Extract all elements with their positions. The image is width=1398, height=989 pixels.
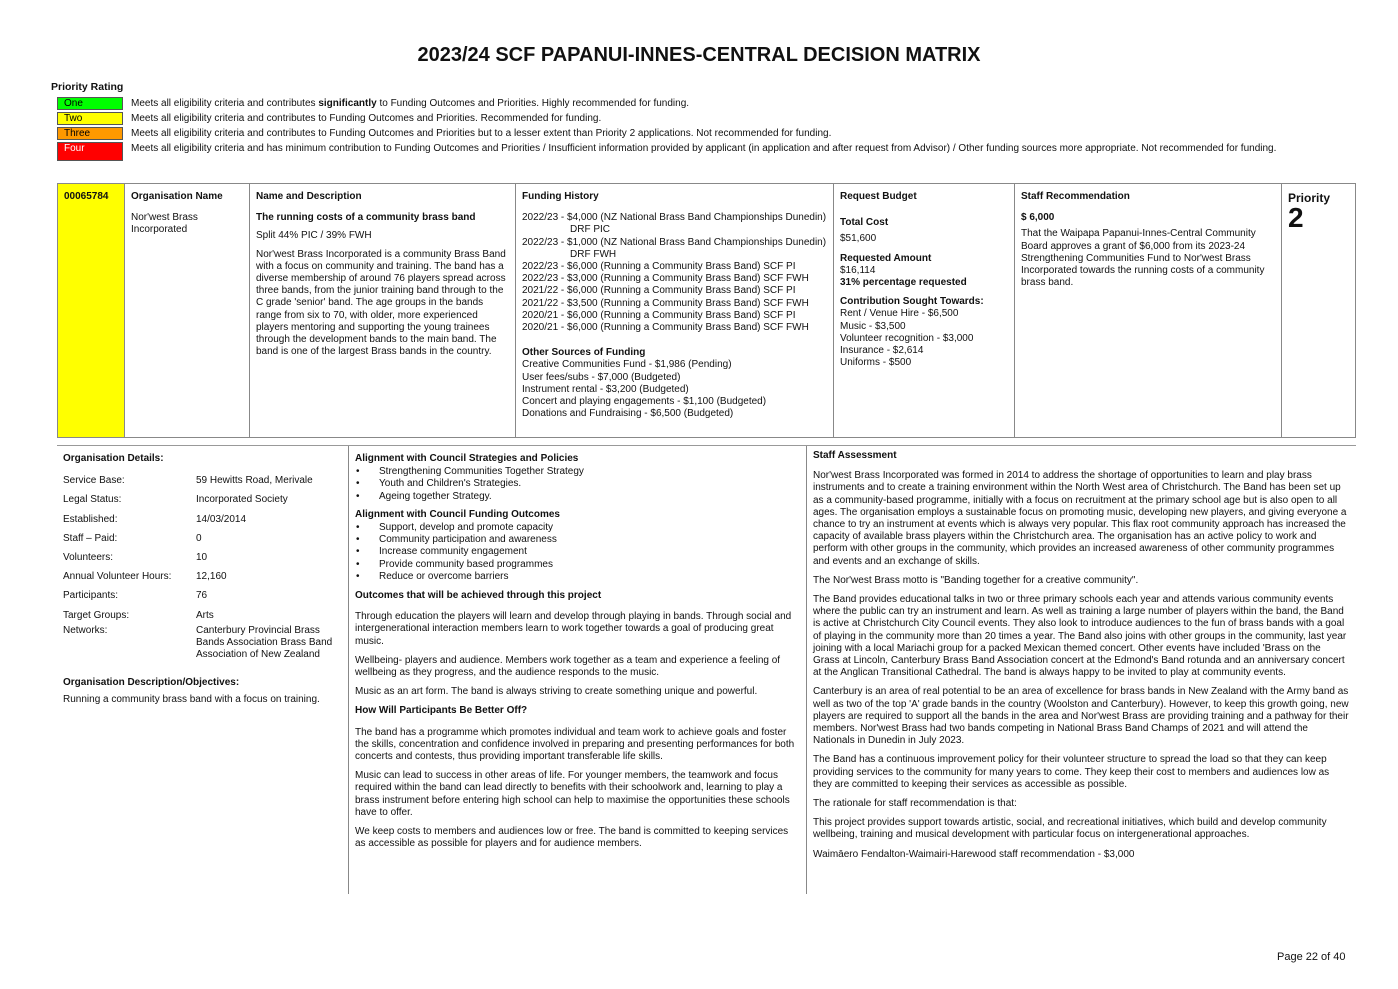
- outcome-achieved-paragraph: Wellbeing- players and audience. Members work together as a team and experience a feeling of wellbeing as they progress, and the audience responds to the music.: [355, 654, 781, 679]
- contribution-list: [840, 308, 1008, 369]
- organisation-name-header: Organisation Name: [131, 191, 223, 202]
- strategy-item: • Ageing together Strategy.: [355, 491, 800, 503]
- organisation-detail-row: [63, 533, 342, 545]
- funding-outcome-item: • Provide community based programmes: [355, 559, 800, 571]
- organisation-detail-label: Target Groups:: [63, 609, 130, 621]
- contribution-item: Uniforms - $500: [840, 357, 912, 369]
- organisation-detail-value: 76: [196, 590, 208, 602]
- project-title: The running costs of a community brass band: [256, 212, 476, 224]
- priority-rating-heading: Priority Rating: [51, 81, 124, 93]
- other-source-item: Instrument rental - $3,200 (Budgeted): [522, 383, 689, 395]
- funding-history-header: Funding History: [522, 191, 599, 202]
- contribution-item: Music - $3,500: [840, 320, 906, 332]
- participants-better-off-paragraph: The band has a programme which promotes individual and team work to achieve goals and foster the skills, concentration and confidence involved in preparing and presenting performances for both concerts and contests, thus providing important transferable life skills.: [355, 726, 795, 763]
- organisation-detail-value: Canterbury Provincial Brass Bands Association Brass Band Association of New Zealand: [196, 624, 333, 661]
- staff-recommendation-text: That the Waipapa Papanui-Innes-Central Community Board approves a grant of $6,000 from its 2023-24 Strengthening Communities Fund to Nor'west Brass Incorporated towards the running costs of a community brass band.: [1021, 228, 1265, 289]
- outcome-achieved-paragraph: Music as an art form. The band is always striving to create something unique and powerful.: [355, 686, 758, 698]
- staff-assessment-section: [806, 446, 1356, 894]
- funding-history-item: 2021/22 - $3,500 (Running a Community Brass Band) SCF FWH: [522, 297, 809, 309]
- organisation-detail-label: Service Base:: [63, 475, 125, 487]
- project-description: Nor'west Brass Incorporated is a community Brass Band with a focus on community and training. The band has a diverse membership of around 76 players spread across three bands, from the junior training band through to the C grade 'senior' band. The age groups in the bands range from six to 70, with older, more experienced players mentoring and supporting the young trainees through the development bands to the main band. The band is one of the largest Brass bands in the country.: [256, 248, 506, 358]
- organisation-detail-value: 14/03/2014: [196, 513, 247, 525]
- funding-outcome-item: • Increase community engagement: [355, 546, 800, 558]
- page-number: Page 22 of 40: [1277, 951, 1346, 963]
- organisation-description-heading: Organisation Description/Objectives:: [63, 677, 240, 689]
- participants-better-off-paragraph: We keep costs to members and audiences low or free. The band is committed to keeping services as accessible as possible for players and for audience members.: [355, 826, 789, 850]
- funding-history-item: 2020/21 - $6,000 (Running a Community Brass Band) SCF PI: [522, 309, 796, 321]
- participants-better-off-paragraph: Music can lead to success in other areas of life. For younger members, the teamwork and focus required within the band can lead directly to benefits with their schoolwork and, learning to play a brass instrument before entering high school can help to maximise the opportunities these schools have to offer.: [355, 770, 790, 818]
- staff-recommendation-cell: [1015, 184, 1282, 437]
- priority-rating-legend: [57, 97, 1317, 161]
- funding-history-item: 2022/23 - $1,000 (NZ National Brass Band Championships Dunedin) DRF FWH: [522, 236, 827, 260]
- organisation-detail-value: 59 Hewitts Road, Merivale: [196, 475, 313, 487]
- funding-outcome-item: • Community participation and awareness: [355, 534, 800, 546]
- priority-swatch: Three: [57, 127, 123, 140]
- other-source-item: Donations and Fundraising - $6,500 (Budgeted): [522, 408, 734, 420]
- priority-cell: [1282, 184, 1355, 437]
- funding-outcomes-list: [355, 522, 800, 583]
- staff-assessment-paragraphs: [813, 470, 1350, 861]
- staff-assessment-paragraph: The Band provides educational talks in two or three primary schools each year and attends various community events where the public can try an instrument and learn. As well as training a large number of players within the band, the Band is active at Christchurch City Council events. They also look to introduce audiences to the fun of brass bands with a goal of playing in the community more than 20 times a year. The Band also joins with other groups in the community, last year joining with a local Mariachi group for a packed Mexican themed concert. Other events have included 'Brass on the Grass at Lincoln, Canterbury Brass Band Association concert at the Edmond's Band rotunda and an anniversary concert at the Anglican Transitional Cathedral. The band is always happy to be invited to play at community events.: [813, 594, 1347, 679]
- funding-history-item: 2022/23 - $6,000 (Running a Community Brass Band) SCF PI: [522, 261, 796, 273]
- project-split: Split 44% PIC / 39% FWH: [256, 230, 372, 242]
- funding-history-item: 2021/22 - $6,000 (Running a Community Brass Band) SCF PI: [522, 285, 796, 297]
- organisation-detail-row: [63, 610, 342, 622]
- funding-history-item: 2022/23 - $3,000 (Running a Community Brass Band) SCF FWH: [522, 273, 809, 285]
- application-row: [57, 183, 1356, 438]
- funding-history-item: 2020/21 - $6,000 (Running a Community Brass Band) SCF FWH: [522, 322, 809, 334]
- staff-assessment-paragraph: The Nor'west Brass motto is "Banding together for a creative community".: [813, 574, 1139, 586]
- organisation-detail-value: Incorporated Society: [196, 494, 288, 506]
- staff-assessment-heading: Staff Assessment: [813, 450, 897, 461]
- organisation-details-section: [57, 446, 348, 713]
- strategy-item: • Strengthening Communities Together Strategy: [355, 466, 800, 478]
- organisation-details-heading: Organisation Details:: [63, 453, 164, 464]
- other-source-item: Creative Communities Fund - $1,986 (Pending): [522, 359, 732, 371]
- organisation-detail-label: Staff – Paid:: [63, 532, 118, 544]
- priority-description-emphasis: significantly: [318, 98, 377, 109]
- priority-header: Priority: [1288, 191, 1331, 205]
- name-description-cell: [250, 184, 516, 437]
- priority-rating-row: [57, 97, 1317, 110]
- application-id: 00065784: [64, 191, 109, 202]
- page-title: 2023/24 SCF PAPANUI-INNES-CENTRAL DECISION MATRIX: [417, 44, 981, 66]
- organisation-detail-label: Annual Volunteer Hours:: [63, 571, 172, 583]
- funding-outcomes-heading: Alignment with Council Funding Outcomes: [355, 508, 560, 520]
- participants-better-off-heading: How Will Participants Be Better Off?: [355, 705, 528, 717]
- other-sources-header: Other Sources of Funding: [522, 347, 646, 359]
- organisation-detail-row: [63, 625, 342, 662]
- staff-assessment-paragraph: This project provides support towards artistic, social, and recreational initiatives, which build and develop community wellbeing, training and musical development with particular focus on intergenerational approaches.: [813, 817, 1327, 841]
- priority-rating-row: [57, 112, 1317, 125]
- organisation-detail-row: [63, 571, 342, 583]
- other-sources-list: [522, 359, 827, 420]
- other-source-item: Concert and playing engagements - $1,100 (Budgeted): [522, 396, 767, 408]
- strategy-item: • Youth and Children's Strategies.: [355, 478, 800, 490]
- organisation-detail-value: 12,160: [196, 571, 227, 583]
- other-source-item: User fees/subs - $7,000 (Budgeted): [522, 371, 681, 383]
- total-cost-value: $51,600: [840, 233, 877, 245]
- priority-description: Meets all eligibility criteria and contributes to Funding Outcomes and Priorities but to a lesser extent than Priority 2 applications. Not recommended for funding.: [131, 128, 832, 139]
- staff-assessment-paragraph: The rationale for staff recommendation is that:: [813, 798, 1017, 810]
- outcomes-achieved-list: [355, 611, 800, 698]
- funding-outcome-item: • Reduce or overcome barriers: [355, 571, 800, 583]
- priority-value: 2: [1288, 202, 1304, 234]
- organisation-detail-label: Networks:: [63, 624, 108, 636]
- funding-history-cell: [516, 184, 834, 437]
- strategies-heading: Alignment with Council Strategies and Policies: [355, 453, 579, 464]
- priority-rating-row: [57, 142, 1317, 161]
- priority-description: Meets all eligibility criteria and contributes to Funding Outcomes and Priorities. Recommended for funding.: [131, 113, 602, 124]
- request-budget-header: Request Budget: [840, 191, 917, 202]
- priority-description: Meets all eligibility criteria and contributes significantly to Funding Outcomes and Priorities. Highly recommended for funding.: [131, 98, 690, 109]
- staff-recommendation-amount: $ 6,000: [1021, 212, 1055, 224]
- organisation-detail-label: Established:: [63, 513, 118, 525]
- organisation-detail-label: Participants:: [63, 590, 119, 602]
- outcome-achieved-paragraph: Through education the players will learn and develop through playing in bands. Through social and intergenerational interaction members learn to work together towards a goal of producing great music.: [355, 611, 792, 647]
- staff-assessment-paragraph: Canterbury is an area of real potential to be an area of excellence for brass bands in New Zealand with the Army band as well as two of the top 'A' grade bands in the country (Woolston and Canterbury). However, to keep this growth going, new players are required to support all the bands in the area and Nor'west Brass are providing training and a pathway for their members. Nor'west Brass had two bands competing in National Brass Band Champs of 2021 and will attend the Nationals in Dunedin in July 2023.: [813, 686, 1349, 747]
- organisation-detail-value: 10: [196, 552, 208, 564]
- organisation-detail-row: [63, 475, 342, 487]
- funding-history-list: [522, 212, 827, 334]
- participants-better-off-list: [355, 727, 800, 851]
- strategies-list: [355, 466, 800, 503]
- funding-history-item: 2022/23 - $4,000 (NZ National Brass Band Championships Dunedin) DRF PIC: [522, 212, 827, 236]
- priority-description: Meets all eligibility criteria and has minimum contribution to Funding Outcomes and Priorities / Insufficient information provided by applicant (in application and after request from Advisor) / Other funding sources more appropriate. Not recommended for funding.: [131, 143, 1277, 154]
- contribution-item: Insurance - $2,614: [840, 345, 924, 357]
- organisation-cell: [125, 184, 250, 437]
- staff-assessment-paragraph: Waimāero Fendalton-Waimairi-Harewood staff recommendation - $3,000: [813, 848, 1135, 860]
- staff-assessment-paragraph: The Band has a continuous improvement policy for their volunteer structure to spread the load so that they can keep providing services to the community for many years to come. They keep their cost to members and audiences low as they are committed to keeping their services as accessible as possible.: [813, 754, 1330, 790]
- requested-amount-label: Requested Amount: [840, 252, 932, 264]
- priority-swatch: Four: [57, 142, 123, 161]
- organisation-description: Running a community brass band with a focus on training.: [63, 693, 320, 705]
- organisation-detail-label: Volunteers:: [63, 552, 114, 564]
- contribution-item: Rent / Venue Hire - $6,500: [840, 308, 959, 320]
- organisation-detail-row: [63, 514, 342, 526]
- priority-swatch: Two: [57, 112, 123, 125]
- organisation-details-list: [63, 475, 342, 661]
- organisation-detail-value: 0: [196, 532, 202, 544]
- organisation-detail-label: Legal Status:: [63, 494, 122, 506]
- priority-swatch: One: [57, 97, 123, 110]
- percentage-requested: 31% percentage requested: [840, 277, 967, 289]
- staff-recommendation-header: Staff Recommendation: [1021, 191, 1130, 202]
- name-description-header: Name and Description: [256, 191, 362, 202]
- application-id-cell: [58, 184, 125, 437]
- contribution-item: Volunteer recognition - $3,000: [840, 332, 974, 344]
- request-budget-cell: [834, 184, 1015, 437]
- priority-rating-row: [57, 127, 1317, 140]
- organisation-detail-row: [63, 552, 342, 564]
- organisation-name: Nor'west Brass Incorporated: [131, 212, 198, 236]
- total-cost-label: Total Cost: [840, 217, 889, 229]
- contribution-label: Contribution Sought Towards:: [840, 296, 984, 308]
- alignment-section: [348, 446, 806, 894]
- organisation-detail-value: Arts: [196, 609, 214, 621]
- organisation-detail-row: [63, 494, 342, 506]
- requested-amount-value: $16,114: [840, 264, 876, 276]
- outcomes-achieved-heading: Outcomes that will be achieved through this project: [355, 590, 602, 602]
- organisation-detail-row: [63, 590, 342, 602]
- funding-outcome-item: • Support, develop and promote capacity: [355, 522, 800, 534]
- staff-assessment-paragraph: Nor'west Brass Incorporated was formed in 2014 to address the shortage of opportunities to learn and play brass instruments and to create a training environment within the North West area of Christchurch. The Band has been set up as a community-based programme, initially with a focus on recruitment at the primary school age but is also open to all ages. The organisation employs a sustainable focus on promoting music, developing new players, and giving everyone a chance to try an instrument at events which is always very popular. This flax root community approach has increased the capacity of available brass players within the Christchurch area. The organisation has an active policy to work and perform with other groups in the community, which provides an increased awareness of other community programmes and events and an exchange of skills.: [813, 470, 1347, 567]
